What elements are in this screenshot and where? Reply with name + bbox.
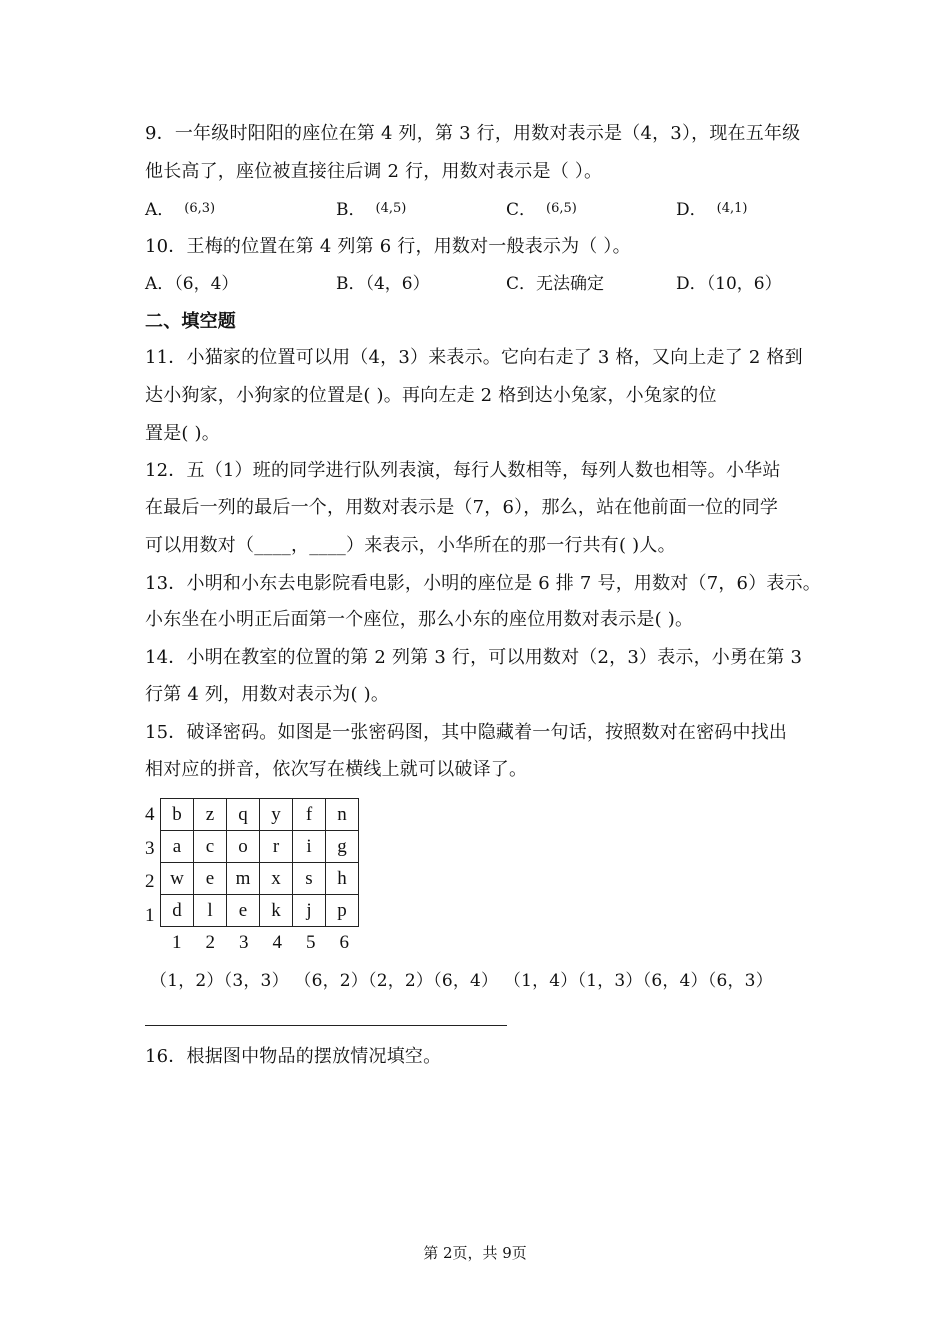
col-label: 5: [306, 932, 316, 953]
grid-cell: x: [260, 863, 293, 895]
q13-line1: 13．小明和小东去电影院看电影，小明的座位是 6 排 7 号，用数对（7，6）表示。: [145, 573, 821, 594]
answer-blank-line[interactable]: [145, 1025, 507, 1026]
grid-cell: y: [260, 799, 293, 831]
grid-cell: z: [194, 799, 227, 831]
q13-line2: 小东坐在小明正后面第一个座位，那么小东的座位用数对表示是( )。: [145, 609, 694, 630]
grid-cell: j: [293, 895, 326, 927]
section-title: 二、填空题: [145, 311, 236, 332]
grid-cell: e: [227, 895, 260, 927]
grid-cell: c: [194, 831, 227, 863]
grid-row: [161, 895, 359, 927]
grid-col-labels: [160, 932, 361, 954]
grid-cell: a: [161, 831, 194, 863]
grid-row: [161, 863, 359, 895]
q12-line2: 在最后一列的最后一个，用数对表示是（7，6），那么，站在他前面一位的同学: [145, 497, 779, 518]
q14-line1: 14．小明在教室的位置的第 2 列第 3 行，可以用数对（2，3）表示，小勇在第 3: [145, 647, 803, 668]
q9-option-b[interactable]: B． (4,5): [336, 200, 407, 220]
q9-line2: 他长高了，座位被直接往后调 2 行，用数对表示是（ ）。: [145, 161, 603, 182]
grid-cell: l: [194, 895, 227, 927]
q10-option-b[interactable]: B．（4，6）: [336, 274, 430, 294]
grid-cell: q: [227, 799, 260, 831]
q9-options: [145, 198, 805, 222]
grid-cell: m: [227, 863, 260, 895]
grid-cell: r: [260, 831, 293, 863]
col-label: 3: [239, 932, 249, 953]
row-label: 1: [145, 904, 155, 926]
grid-cell: d: [161, 895, 194, 927]
col-label: 2: [205, 932, 215, 953]
row-label: 2: [145, 871, 155, 892]
col-label: 1: [172, 932, 182, 953]
grid-cell: h: [326, 863, 359, 895]
q10-option-c[interactable]: C．无法确定: [506, 274, 605, 294]
grid-cell: g: [326, 831, 359, 863]
q11-line3: 置是( )。: [145, 423, 220, 444]
row-label: 4: [145, 804, 155, 825]
q11-line1: 11．小猫家的位置可以用（4，3）来表示。它向右走了 3 格，又向上走了 2 格到: [145, 347, 803, 368]
grid-cell: p: [326, 895, 359, 927]
q12-line3: 可以用数对（____，____）来表示，小华所在的那一行共有( )人。: [145, 535, 676, 556]
grid-cell: k: [260, 895, 293, 927]
grid-row-labels: [145, 798, 155, 932]
q10-line1: 10．王梅的位置在第 4 列第 6 行，用数对一般表示为（ ）。: [145, 236, 631, 257]
q10-option-d[interactable]: D．（10，6）: [676, 274, 782, 294]
grid-cell: b: [161, 799, 194, 831]
grid-cell: f: [293, 799, 326, 831]
col-label: 6: [339, 932, 349, 953]
row-label: 3: [145, 837, 155, 859]
q15-line2: 相对应的拼音，依次写在横线上就可以破译了。: [145, 759, 528, 780]
col-label: 4: [272, 932, 282, 953]
q10-option-a[interactable]: A．（6，4）: [145, 274, 239, 294]
grid-cell: o: [227, 831, 260, 863]
q15-codes: （1，2）（3，3） （6，2）（2，2）（6，4） （1，4）（1，3）（6，4）（6，3）: [150, 971, 773, 991]
q12-line1: 12．五（1）班的同学进行队列表演，每行人数相等，每列人数也相等。小华站: [145, 460, 781, 481]
page-footer: 第 2页，共 9页: [423, 1244, 527, 1262]
q14-line2: 行第 4 列，用数对表示为( )。: [145, 684, 390, 705]
q9-option-a[interactable]: A． (6,3): [145, 200, 216, 220]
grid-cell: w: [161, 863, 194, 895]
q9-option-d[interactable]: D． (4,1): [676, 200, 748, 220]
grid-cell: s: [293, 863, 326, 895]
q9-option-c[interactable]: C． (6,5): [506, 200, 577, 220]
grid-row: [161, 831, 359, 863]
grid-row: [161, 799, 359, 831]
q15-line1: 15．破译密码。如图是一张密码图，其中隐藏着一句话，按照数对在密码中找出: [145, 722, 788, 743]
grid-cell: e: [194, 863, 227, 895]
grid-cell: n: [326, 799, 359, 831]
cipher-grid: [160, 798, 359, 927]
q10-options: [145, 272, 805, 296]
q9-line1: 9．一年级时阳阳的座位在第 4 列，第 3 行，用数对表示是（4，3），现在五年级: [145, 123, 801, 144]
q11-line2: 达小狗家，小狗家的位置是( )。再向左走 2 格到达小兔家，小兔家的位: [145, 385, 717, 406]
q16-line1: 16．根据图中物品的摆放情况填空。: [145, 1046, 442, 1067]
grid-cell: i: [293, 831, 326, 863]
